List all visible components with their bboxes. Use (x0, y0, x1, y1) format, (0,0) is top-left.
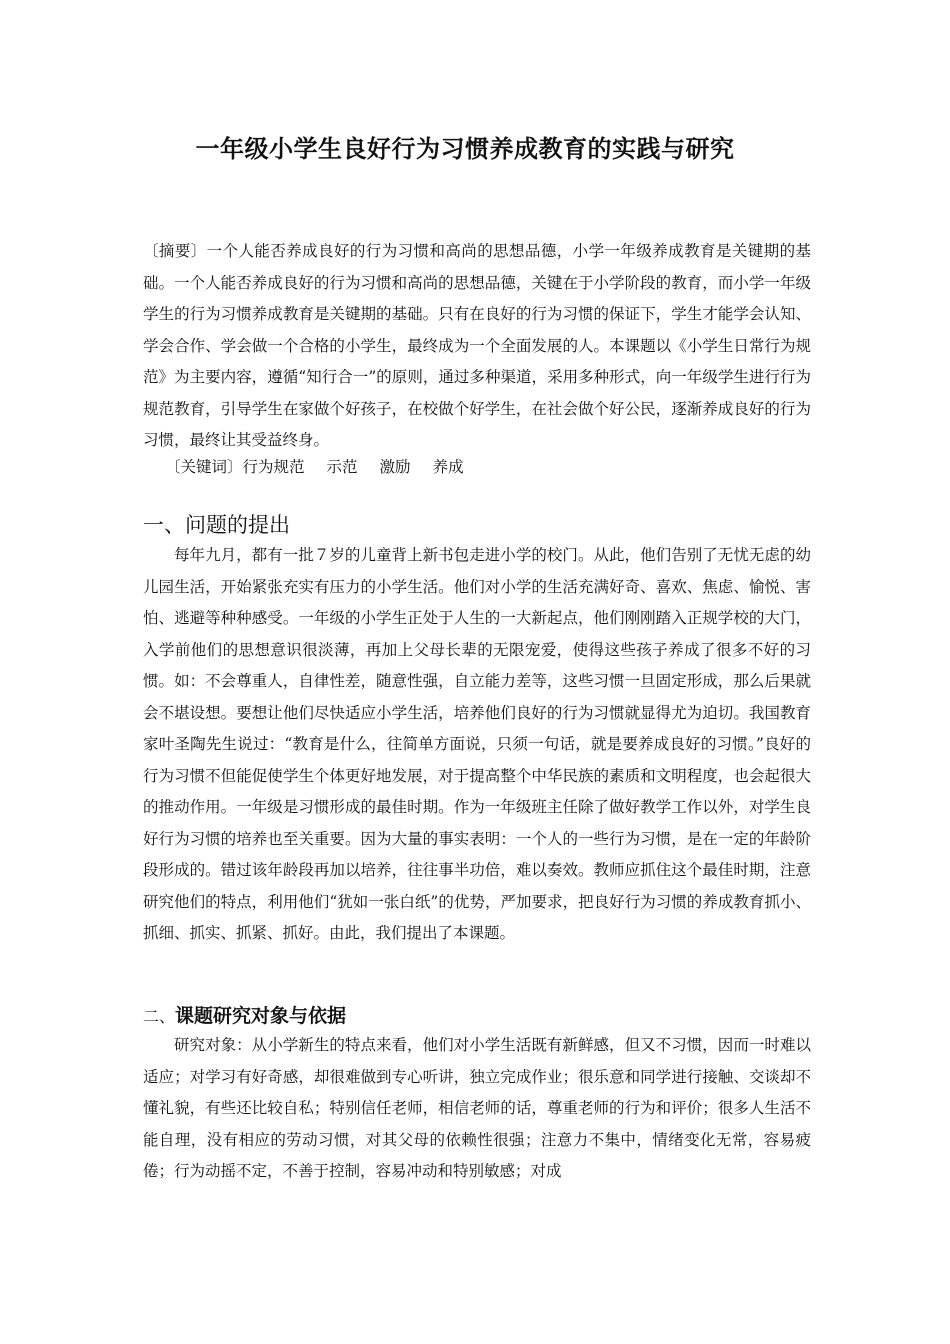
section-heading-text: 课题研究对象与依据 (175, 1005, 347, 1027)
keyword-item: 示范 (326, 458, 358, 476)
section-number: 二、 (143, 1007, 176, 1026)
document-title: 一年级小学生良好行为习惯养成教育的实践与研究 (195, 135, 735, 163)
keywords-line (143, 452, 811, 484)
body-paragraph: 研究对象：从小学新生的特点来看，他们对小学生活既有新鲜感，但又不习惯，因而一时难以适应；对学习有好奇感，却很难做到专心听讲，独立完成作业；很乐意和同学进行接触、交谈却不懂礼貌，有些还比较自私；特别信任老师，相信老师的话，尊重老师的行为和评价；很多人生活不能自理，没有相应的劳动习惯，对其父母的依赖性很强；注意力不集中，情绪变化无常，容易疲倦；行为动摇不定，不善于控制，容易冲动和特别敏感；对成 (143, 1036, 811, 1180)
keyword-item: 养成 (432, 458, 464, 476)
abstract-paragraph: 〔摘要〕一个人能否养成良好的行为习惯和高尚的思想品德，小学一年级养成教育是关键期的基础。一个人能否养成良好的行为习惯和高尚的思想品德，关键在于小学阶段的教育，而小学一年级学生的行为习惯养成教育是关键期的基础。只有在良好的行为习惯的保证下，学生才能学会认知、学会合作、学会做一个合格的小学生，最终成为一个全面发展的人。本课题以《小学生日常行为规范》为主要内容，遵循“知行合一”的原则，通过多种渠道，采用多种形式，向一年级学生进行行为规范教育，引导学生在家做个好孩子，在校做个好学生，在社会做个好公民，逐渐养成良好的行为习惯，最终让其受益终身。 (143, 242, 811, 449)
keyword-item: 行为规范 (242, 458, 305, 476)
section-problem-body (143, 540, 811, 950)
keyword-item: 激励 (379, 458, 411, 476)
section-heading-problem: 一、问题的提出 (143, 513, 290, 537)
keywords-label: 〔关键词〕 (165, 458, 243, 476)
abstract-section (143, 236, 811, 457)
body-paragraph: 每年九月，都有一批７岁的儿童背上新书包走进小学的校门。从此，他们告别了无忧无虑的幼儿园生活，开始紧张充实有压力的小学生活。他们对小学的生活充满好奇、喜欢、焦虑、愉悦、害怕、逃避等种种感受。一年级的小学生正处于人生的一大新起点，他们刚刚踏入正规学校的大门，入学前他们的思想意识很淡薄，再加上父母长辈的无限宠爱，使得这些孩子养成了很多不好的习惯。如：不会尊重人，自律性差，随意性强，自立能力差等，这些习惯一旦固定形成，那么后果就会不堪设想。要想让他们尽快适应小学生活，培养他们良好的行为习惯就显得尤为迫切。我国教育家叶圣陶先生说过：“教育是什么，往简单方面说，只须一句话，就是要养成良好的习惯。”良好的行为习惯不但能促使学生个体更好地发展，对于提高整个中华民族的素质和文明程度，也会起很大的推动作用。一年级是习惯形成的最佳时期。作为一年级班主任除了做好教学工作以外，对学生良好行为习惯的培养也至关重要。因为大量的事实表明：一个人的一些行为习惯，是在一定的年龄阶段形成的。错过该年龄段再加以培养，往往事半功倍，难以奏效。教师应抓住这个最佳时期，注意研究他们的特点，利用他们“犹如一张白纸”的优势，严加要求，把良好行为习惯的养成教育抓小、抓细、抓实、抓紧、抓好。由此，我们提出了本课题。 (143, 546, 811, 942)
section-research-object-body (143, 1030, 811, 1188)
section-heading-research-object (143, 1001, 346, 1032)
